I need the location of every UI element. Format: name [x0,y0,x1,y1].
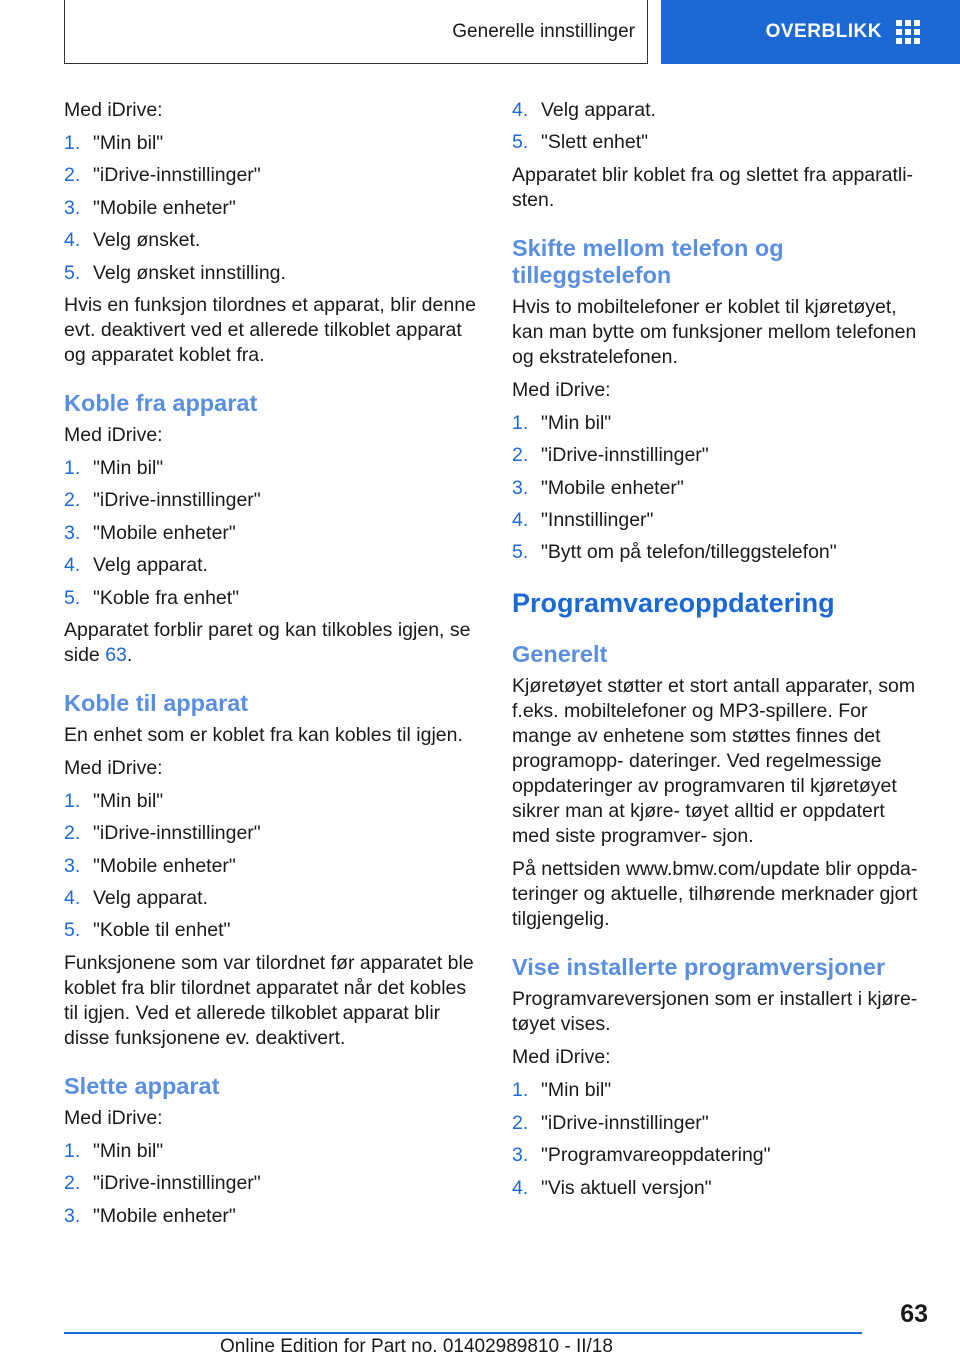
step-number: 2. [64,1172,81,1195]
grid-icon [896,20,920,44]
connect-steps [64,789,482,944]
list-item [64,789,482,814]
step-text: "Min bil" [93,456,164,479]
connect-label: Med iDrive: [64,756,163,779]
switch-intro: Hvis to mobiltelefoner er koblet til kjøretøyet, kan man bytte om funksjoner mellom telefonen og ekstratelefonen. [512,295,917,368]
page-number: 63 [900,1300,928,1328]
step-number: 1. [64,456,81,479]
step-number: 5. [512,541,529,564]
section-title[interactable] [64,0,648,64]
step-text: "Slett enhet" [541,131,649,154]
step-text: "iDrive-innstillinger" [93,1172,261,1195]
section-title-text: Generelle innstillinger [452,20,635,42]
list-item [64,163,482,188]
list-item [512,98,928,123]
list-item [512,508,928,533]
list-item [64,854,482,879]
list-item [64,1139,482,1164]
step-number: 4. [512,1176,529,1199]
switch-heading: Skifte mellom telefon og tilleggstelefon [512,234,784,288]
connect-heading: Koble til apparat [64,689,249,716]
step-text: Velg apparat. [541,99,656,121]
list-item [512,1078,928,1103]
step-text: "iDrive-innstillinger" [541,444,709,467]
list-item [64,261,482,286]
list-item [512,411,928,436]
step-number: 3. [64,854,81,877]
step-number: 3. [512,476,529,499]
list-item [512,1111,928,1136]
step-number: 1. [512,1079,529,1102]
list-item [64,586,482,611]
switch-label: Med iDrive: [512,378,611,401]
connect-intro: En enhet som er koblet fra kan kobles til igjen. [64,723,463,746]
step-number: 5. [64,919,81,942]
list-item [512,443,928,468]
list-item [64,821,482,846]
step-number: 1. [512,411,529,434]
step-number: 2. [64,489,81,512]
page-link[interactable]: 63 [105,643,127,666]
step-text: "Bytt om på telefon/tilleggstelefon" [541,541,837,564]
list-item [64,456,482,481]
general-paragraph-1: Kjøretøyet støtter et stort antall apparater, som f.eks. mobiltelefoner og MP3-spillere. For mange av enhetene som støttes finnes det programopp‐ dateringer. Ved regelmessige oppdateringer av programvaren til kjøretøyet sikrer man at kjøre‐ tøyet alltid er oppdatert med siste programver‐ sjon. [512,675,916,848]
list-item [64,521,482,546]
disconnect-heading: Koble fra apparat [64,389,258,416]
step-number: 4. [64,554,81,577]
step-number: 5. [64,586,81,609]
step-text: Velg apparat. [93,554,208,577]
list-item [64,553,482,578]
connect-note: Funksjonene som var tilordnet før apparatet ble koblet fra blir tilordnet apparatet når det kobles til igjen. Ved et allerede tilkoblet apparat blir disse funksjonene ev. deaktivert. [64,951,474,1049]
step-text: "Min bil" [93,1139,164,1162]
delete-heading: Slette apparat [64,1072,220,1099]
disconnect-label: Med iDrive: [64,423,163,446]
step-number: 2. [512,444,529,467]
step-number: 4. [64,229,81,252]
overview-label: OVERBLIKK [765,21,882,42]
delete-steps [64,1139,482,1229]
list-item [64,918,482,943]
right-column [512,98,928,1208]
intro-steps [64,131,482,286]
step-text: "iDrive-innstillinger" [93,489,261,512]
general-paragraph-2: På nettsiden www.bmw.com/update blir oppda‐ teringer og aktuelle, tilhørende merknader gjort tilgjengelig. [512,858,918,931]
delete-note: Apparatet blir koblet fra og slettet fra apparatli‐ sten. [512,163,914,211]
intro-label: Med iDrive: [64,99,163,121]
step-number: 3. [64,196,81,219]
step-number: 5. [512,131,529,154]
list-item [64,488,482,513]
step-text: "Mobile enheter" [93,1204,236,1227]
switch-steps [512,411,928,566]
intro-note: Hvis en funksjon tilordnes et apparat, blir denne evt. deaktivert ved et allerede tilkoblet apparat og apparatet koblet fra. [64,293,476,366]
versions-intro: Programvareversjonen som er installert i kjøre‐ tøyet vises. [512,988,918,1036]
overview-button[interactable] [661,0,960,64]
step-number: 4. [512,508,529,531]
step-number: 1. [64,789,81,812]
list-item [512,476,928,501]
list-item [64,1204,482,1229]
step-text: "Koble til enhet" [93,919,231,942]
step-text: Velg ønsket innstilling. [93,261,286,284]
list-item [64,131,482,156]
step-text: "Min bil" [541,411,612,434]
step-text: "Mobile enheter" [93,521,236,544]
delete-label: Med iDrive: [64,1106,163,1129]
step-number: 4. [512,99,529,121]
list-item [64,228,482,253]
step-number: 2. [512,1111,529,1134]
step-text: "iDrive-innstillinger" [93,822,261,845]
list-item [64,196,482,221]
step-number: 2. [64,164,81,187]
step-text: "iDrive-innstillinger" [541,1111,709,1134]
step-text: Velg apparat. [93,887,208,910]
step-number: 1. [64,132,81,154]
list-item [512,1176,928,1201]
page-header [0,0,960,64]
step-number: 3. [64,521,81,544]
list-item [64,1171,482,1196]
step-number: 3. [512,1144,529,1167]
step-number: 2. [64,822,81,845]
step-text: "Innstillinger" [541,508,654,531]
list-item [512,540,928,565]
step-text: "Vis aktuell versjon" [541,1176,712,1199]
step-text: "Min bil" [93,789,164,812]
general-heading: Generelt [512,641,608,668]
versions-label: Med iDrive: [512,1046,611,1069]
list-item [512,130,928,155]
disconnect-steps [64,456,482,611]
step-number: 1. [64,1139,81,1162]
left-column [64,98,482,1236]
step-number: 3. [64,1204,81,1227]
list-item [512,1143,928,1168]
step-text: "Mobile enheter" [93,196,236,219]
delete-steps-continued [512,98,928,155]
step-text: "Koble fra enhet" [93,586,240,609]
versions-steps [512,1078,928,1200]
step-number: 4. [64,887,81,910]
list-item [64,886,482,911]
step-text: "Mobile enheter" [541,476,684,499]
step-text: Velg ønsket. [93,229,201,252]
step-text: "Min bil" [541,1079,612,1102]
disconnect-note: Apparatet forblir paret og kan tilkobles igjen, se side 63. [64,618,471,666]
software-heading: Programvareoppdatering [512,588,835,619]
edition-text: Online Edition for Part no. 01402989810 - II/18 [220,1336,613,1357]
step-text: "Mobile enheter" [93,854,236,877]
step-text: "iDrive-innstillinger" [93,164,261,187]
step-text: "Programvareoppdatering" [541,1144,771,1167]
step-text: "Min bil" [93,132,164,154]
step-number: 5. [64,261,81,284]
footer-divider [64,1332,862,1334]
versions-heading: Vise installerte programversjoner [512,954,886,981]
